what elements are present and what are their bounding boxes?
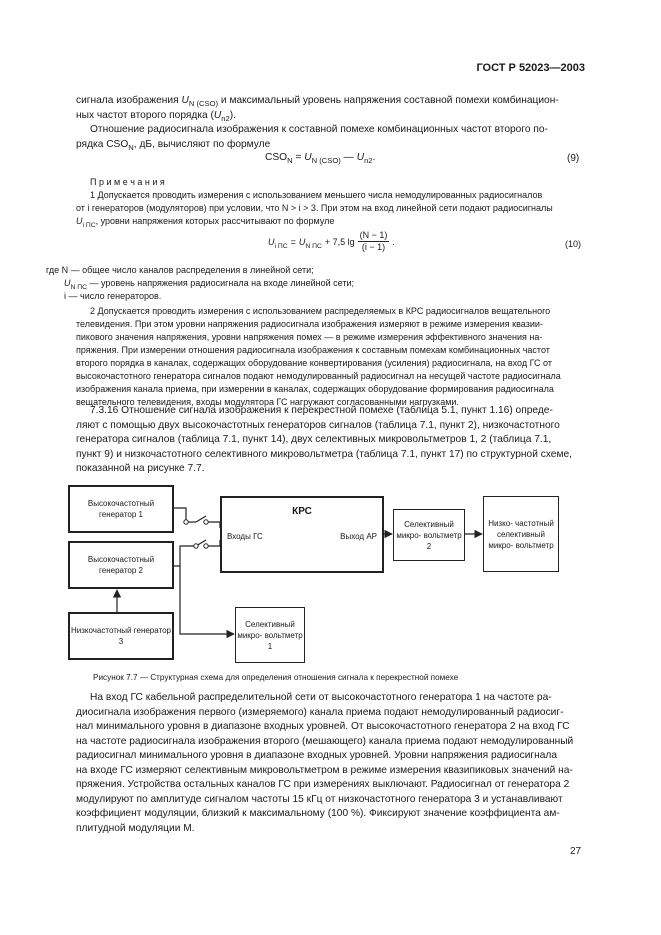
formula-10-number: (10) xyxy=(565,239,582,249)
notes-title: П р и м е ч а н и я xyxy=(90,177,165,187)
note-2-line: телевидения. При этом уровни напряжения радиосигнала изображения измеряют в режиме измерения квазии- xyxy=(76,319,543,329)
final-line: нал минимального уровня в диапазоне входных уровней. От высокочастотного генератора 2 на вход ГС xyxy=(76,721,570,732)
note-2-line: пряжения. При измерении отношения радиосигнала изображения к составным помехам комбинационных частот xyxy=(76,345,550,355)
note-1-line-2: от i генераторов (модуляторов) при условии, что N > i > 3. При этом на вход линейной сети подают радиосигналы xyxy=(76,203,553,213)
lf-generator-3: Низкочастотный генератор 3 xyxy=(68,612,174,660)
final-line: коэффициент модуляции, близкий к максимальному (100 %). Фиксируют значение коэффициента ам- xyxy=(76,808,560,819)
krs-output-label: Выход АР xyxy=(340,532,377,541)
figure-caption: Рисунок 7.7 — Структурная схема для определения отношения сигнала к перекрестной помехе xyxy=(93,673,459,682)
krs-title: КРС xyxy=(292,506,312,517)
final-line: на входе ГС измеряют селективным микровольтметром в режиме измерения квазипиковых значений на- xyxy=(76,764,573,776)
selective-microvoltmeter-1: Селективный микро- вольтметр 1 xyxy=(235,607,305,663)
section-line: показанной на рисунке 7.7. xyxy=(76,463,205,474)
final-line: модулируют по амплитуде сигналом частоты 15 кГц от низкочастотного генератора 3 и устанавливают xyxy=(76,793,563,805)
fraction: (N − 1) (i − 1) xyxy=(359,230,388,252)
note-1-line-3: $U_{i ПС}$, уровни напряжения которых рассчитывают по формуле xyxy=(76,216,335,229)
intro-line-1: сигнала изображения $U_{N (CSO)}$ и максимальный уровень напряжения составной помехи комбинацион- xyxy=(76,95,559,108)
where-line-3: i — число генераторов. xyxy=(64,291,162,301)
note-2-line: вещательного телевидения, входы модулятора ГС нагружают согласованными нагрузками. xyxy=(76,397,459,407)
hf-generator-1: Высокочастотный генератор 1 xyxy=(68,485,174,533)
note-2-line: 2 Допускается проводить измерения с использованием распределяемых в КРС радиосигналов вещательного xyxy=(90,306,551,316)
section-line: генератора сигналов (таблица 7.1, пункт 14), двух селективных микровольтметров 1, 2 (таблица 7.1, xyxy=(76,434,552,445)
note-2-line: высокочастотного генератора сигналов подают немодулированный радиосигнал на несущей частоте радиосигнала xyxy=(76,371,561,381)
selective-microvoltmeter-2: Селективный микро- вольтметр 2 xyxy=(393,509,465,561)
final-line: диосигнала изображения первого (измеряемого) канала приема подают немодулированный радиосиг- xyxy=(76,706,564,718)
note-2-line: изображения канала приема, при измерении в каналах, содержащих оборудование формирования радиосигнала xyxy=(76,384,554,394)
where-line-1: где N — общее число каналов распределения в линейной сети; xyxy=(46,265,314,275)
note-1-line-1: 1 Допускается проводить измерения с использованием меньшего числа немодулированных радиосигналов xyxy=(90,190,543,200)
gen1-line xyxy=(174,508,186,522)
intro-line-2: ных частот второго порядка $(U_{n2})$. xyxy=(76,109,236,123)
gen2-to-mv1 xyxy=(180,566,234,634)
hf-generator-2: Высокочастотный генератор 2 xyxy=(68,541,174,589)
switch-1-contact xyxy=(184,520,188,524)
formula-9-number: (9) xyxy=(567,153,580,164)
krs-inputs-label: Входы ГС xyxy=(227,532,263,541)
switch-2-contact xyxy=(204,544,208,548)
final-line: радиосигнал минимального уровня в диапазоне входных уровней. Уровни напряжения радиосигнала xyxy=(76,750,558,761)
switch-1-contact xyxy=(204,520,208,524)
formula-9: $CSO_N = U_{N (CSO)}$ — $U_{n2}$. xyxy=(265,152,376,165)
final-line: на частоте радиосигнала изображения второго (мешающего) канала приема подают немодулированный xyxy=(76,735,574,747)
krs-block xyxy=(220,496,384,573)
final-line: плитудной модуляции М. xyxy=(76,822,195,834)
final-line: На вход ГС кабельной распределительной сети от высокочастотного генератора 1 на частоте ра- xyxy=(90,692,552,703)
cso-line-1: Отношение радиосигнала изображения к составной помехе комбинационных частот второго по- xyxy=(90,124,548,135)
page-number: 27 xyxy=(570,846,582,857)
final-line: пряжения. Устройства остальных каналов ГС при измерениях выключают. Радиосигнал от генератора 2 xyxy=(76,779,570,790)
formula-10: $U_{i ПС}$ = $U_{N ПС}$ + 7,5 lg (N − 1) (i − 1) . xyxy=(268,230,395,252)
section-line: пункт 9) и низкочастотного селективного микровольтметра (таблица 7.1, пункт 17) по структурной схеме, xyxy=(76,448,572,460)
final-paragraph xyxy=(76,691,584,836)
switch-2-contact xyxy=(194,544,198,548)
note-2-line: второго порядка в каналах, содержащих оборудование конвертирования (усиления) радиосигнала, на вход ГС от xyxy=(76,358,552,368)
section-line: 7.3.16 Отношение сигнала изображения к перекрестной помехе (таблица 5.1, пункт 1.16) опреде- xyxy=(90,405,553,416)
where-line-2: $U_{N ПС}$ — уровень напряжения радиосигнала на входе линейной сети; xyxy=(64,278,354,291)
note-2-line: пикового значения напряжения, уровни напряжения помех — в режиме измерения эффективного значения на- xyxy=(76,332,543,342)
cso-line-2: рядка $CSO_N$, дБ, вычисляют по формуле xyxy=(76,138,271,152)
lf-selective-microvoltmeter: Низко- частотный селективный микро- вольтметр xyxy=(483,496,559,572)
gen2-line xyxy=(174,546,196,566)
standard-header: ГОСТ Р 52023—2003 xyxy=(476,62,585,74)
section-line: ляют с помощью двух высокочастотных генераторов сигналов (таблица 7.1, пункт 2), низкочастотного xyxy=(76,419,560,431)
